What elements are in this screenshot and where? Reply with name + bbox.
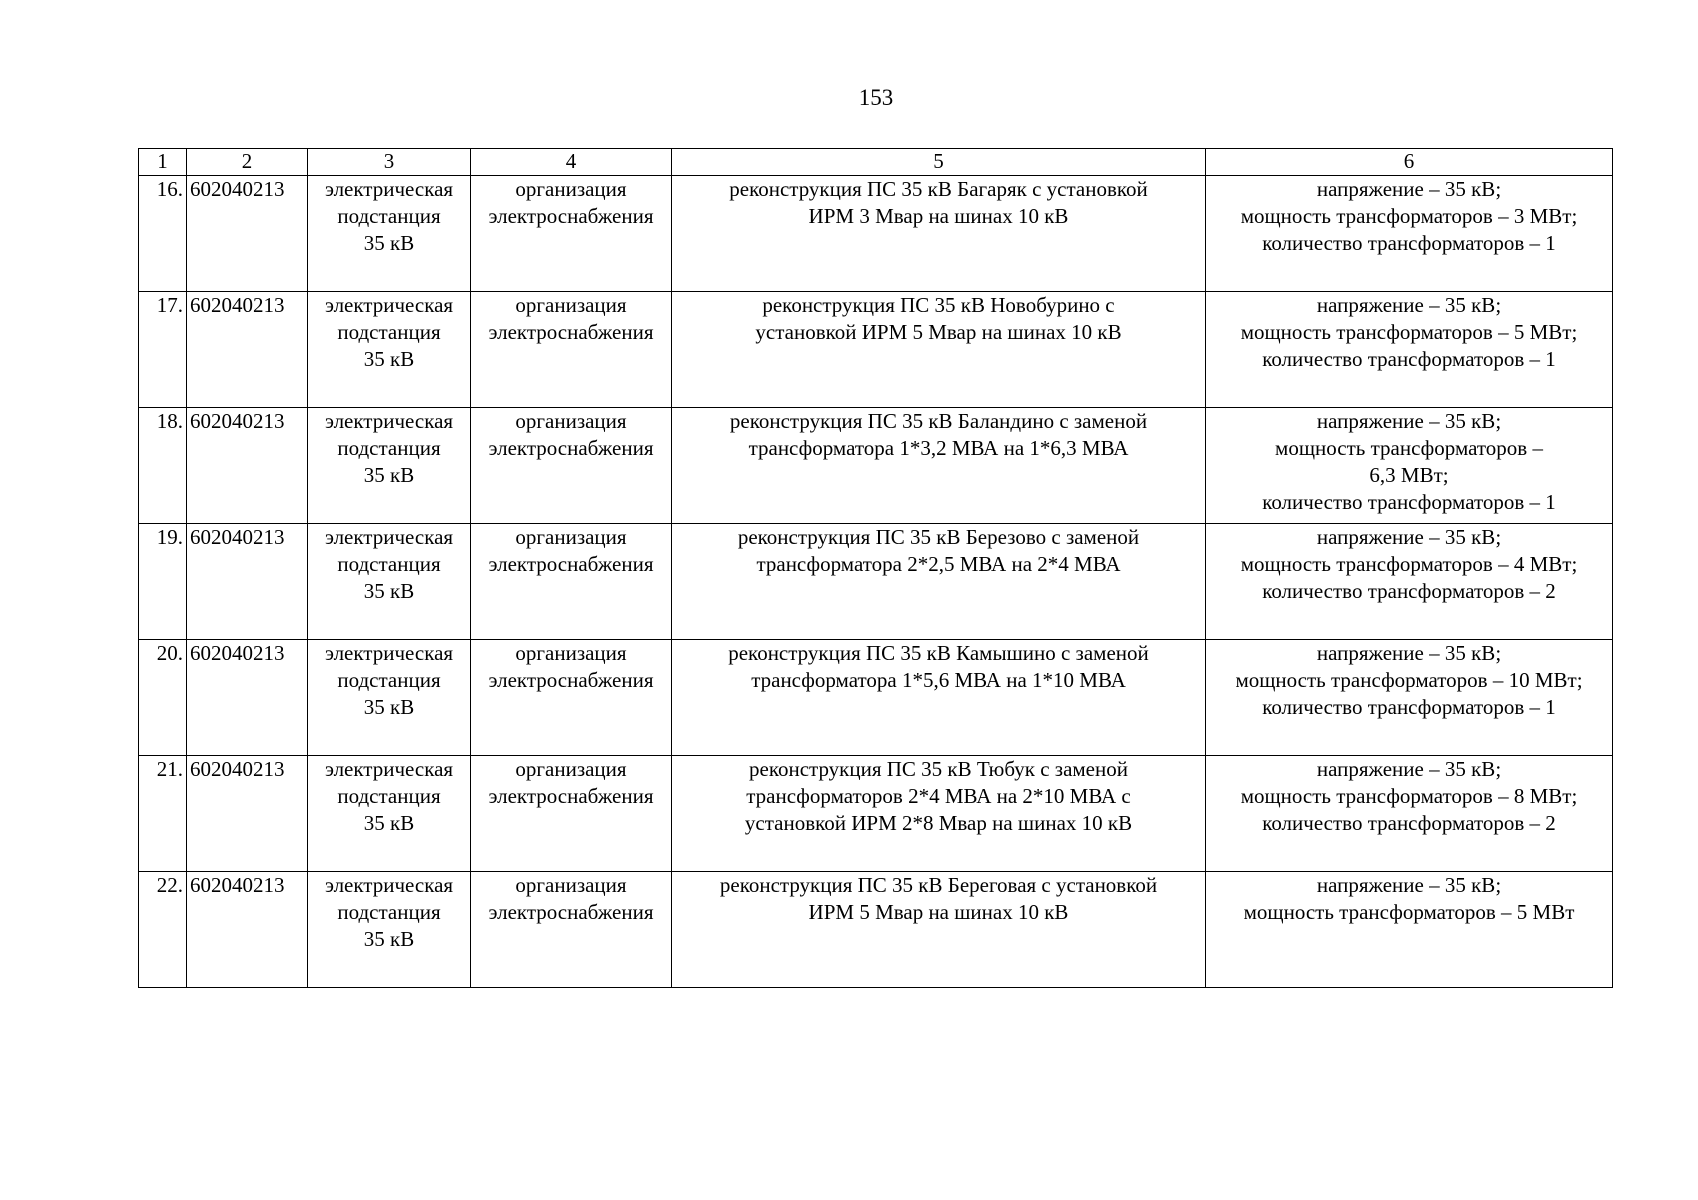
table-row: [139, 176, 1613, 292]
description-line: реконструкция ПС 35 кВ Камышино с заменой: [728, 641, 1149, 665]
parameters-line: мощность трансформаторов –: [1275, 436, 1543, 460]
object-type-line: 35 кВ: [363, 347, 415, 371]
object-type-cell: [308, 176, 471, 292]
code-cell: 602040213: [187, 408, 308, 524]
object-type-line: электрическая: [324, 409, 454, 433]
parameters-line: напряжение – 35 кВ;: [1316, 525, 1502, 549]
parameters-cell: [1206, 408, 1613, 524]
purpose-line: организация: [515, 409, 627, 433]
parameters-cell: [1206, 872, 1613, 988]
object-type-line: электрическая: [324, 177, 454, 201]
table-row: [139, 756, 1613, 872]
table-row: [139, 640, 1613, 756]
object-type-line: 35 кВ: [363, 927, 415, 951]
purpose-cell: [471, 292, 672, 408]
description-line: реконструкция ПС 35 кВ Березово с заменой: [737, 525, 1140, 549]
object-type-cell: [308, 756, 471, 872]
object-type-line: 35 кВ: [363, 811, 415, 835]
table-row: [139, 524, 1613, 640]
parameters-line: количество трансформаторов – 2: [1262, 811, 1556, 835]
objects-table: [138, 148, 1613, 988]
code-cell: 602040213: [187, 176, 308, 292]
purpose-line: организация: [515, 641, 627, 665]
object-type-line: подстанция: [337, 784, 441, 808]
row-number-cell: 17.: [139, 292, 187, 408]
object-type-cell: [308, 292, 471, 408]
parameters-cell: [1206, 176, 1613, 292]
object-type-line: электрическая: [324, 757, 454, 781]
column-header-4: 4: [471, 149, 672, 176]
purpose-line: электроснабжения: [488, 204, 654, 228]
description-cell: [672, 176, 1206, 292]
purpose-line: электроснабжения: [488, 784, 654, 808]
parameters-line: мощность трансформаторов – 5 МВт: [1243, 900, 1575, 924]
description-cell: [672, 524, 1206, 640]
purpose-cell: [471, 640, 672, 756]
column-header-3: 3: [308, 149, 471, 176]
parameters-cell: [1206, 756, 1613, 872]
purpose-line: организация: [515, 873, 627, 897]
parameters-cell: [1206, 524, 1613, 640]
purpose-line: электроснабжения: [488, 436, 654, 460]
description-cell: [672, 872, 1206, 988]
object-type-line: подстанция: [337, 320, 441, 344]
object-type-line: 35 кВ: [363, 463, 415, 487]
object-type-cell: [308, 408, 471, 524]
description-cell: [672, 292, 1206, 408]
purpose-line: организация: [515, 525, 627, 549]
parameters-cell: [1206, 640, 1613, 756]
purpose-line: электроснабжения: [488, 552, 654, 576]
parameters-line: количество трансформаторов – 1: [1262, 347, 1556, 371]
purpose-line: электроснабжения: [488, 900, 654, 924]
parameters-line: мощность трансформаторов – 10 МВт;: [1235, 668, 1583, 692]
purpose-line: организация: [515, 177, 627, 201]
parameters-line: мощность трансформаторов – 4 МВт;: [1240, 552, 1578, 576]
description-line: реконструкция ПС 35 кВ Баландино с заменой: [729, 409, 1148, 433]
description-line: ИРМ 5 Мвар на шинах 10 кВ: [808, 900, 1069, 924]
row-number-cell: 19.: [139, 524, 187, 640]
parameters-line: напряжение – 35 кВ;: [1316, 293, 1502, 317]
object-type-line: подстанция: [337, 552, 441, 576]
description-line: установкой ИРМ 2*8 Мвар на шинах 10 кВ: [744, 811, 1133, 835]
description-line: установкой ИРМ 5 Мвар на шинах 10 кВ: [755, 320, 1122, 344]
purpose-cell: [471, 524, 672, 640]
parameters-line: 6,3 МВт;: [1369, 463, 1449, 487]
purpose-cell: [471, 756, 672, 872]
object-type-line: электрическая: [324, 525, 454, 549]
object-type-line: 35 кВ: [363, 695, 415, 719]
row-number-cell: 22.: [139, 872, 187, 988]
purpose-cell: [471, 872, 672, 988]
description-line: реконструкция ПС 35 кВ Новобурино с: [762, 293, 1115, 317]
parameters-line: мощность трансформаторов – 8 МВт;: [1240, 784, 1578, 808]
object-type-line: подстанция: [337, 900, 441, 924]
description-line: трансформатора 2*2,5 МВА на 2*4 МВА: [756, 552, 1121, 576]
row-number-cell: 20.: [139, 640, 187, 756]
object-type-cell: [308, 872, 471, 988]
description-cell: [672, 756, 1206, 872]
code-cell: 602040213: [187, 640, 308, 756]
object-type-line: электрическая: [324, 873, 454, 897]
parameters-line: количество трансформаторов – 1: [1262, 231, 1556, 255]
description-line: ИРМ 3 Мвар на шинах 10 кВ: [808, 204, 1069, 228]
purpose-line: электроснабжения: [488, 668, 654, 692]
parameters-line: напряжение – 35 кВ;: [1316, 641, 1502, 665]
table-row: [139, 872, 1613, 988]
parameters-line: количество трансформаторов – 2: [1262, 579, 1556, 603]
description-line: реконструкция ПС 35 кВ Багаряк с установкой: [729, 177, 1148, 201]
code-cell: 602040213: [187, 524, 308, 640]
parameters-line: напряжение – 35 кВ;: [1316, 873, 1502, 897]
row-number-cell: 21.: [139, 756, 187, 872]
code-cell: 602040213: [187, 292, 308, 408]
description-line: реконструкция ПС 35 кВ Тюбук с заменой: [749, 757, 1128, 781]
row-number-cell: 16.: [139, 176, 187, 292]
purpose-line: организация: [515, 293, 627, 317]
parameters-line: количество трансформаторов – 1: [1262, 490, 1556, 514]
parameters-cell: [1206, 292, 1613, 408]
page-number: 153: [858, 85, 894, 110]
description-line: трансформатора 1*3,2 МВА на 1*6,3 МВА: [748, 436, 1129, 460]
purpose-line: электроснабжения: [488, 320, 654, 344]
purpose-cell: [471, 176, 672, 292]
object-type-cell: [308, 524, 471, 640]
object-type-line: подстанция: [337, 204, 441, 228]
object-type-line: электрическая: [324, 293, 454, 317]
object-type-line: электрическая: [324, 641, 454, 665]
table-row: [139, 408, 1613, 524]
table-body: [139, 176, 1613, 988]
parameters-line: напряжение – 35 кВ;: [1316, 177, 1502, 201]
description-line: трансформаторов 2*4 МВА на 2*10 МВА с: [746, 784, 1131, 808]
row-number-cell: 18.: [139, 408, 187, 524]
purpose-line: организация: [515, 757, 627, 781]
column-header-2: 2: [187, 149, 308, 176]
column-header-5: 5: [672, 149, 1206, 176]
parameters-line: мощность трансформаторов – 3 МВт;: [1240, 204, 1578, 228]
object-type-line: 35 кВ: [363, 579, 415, 603]
object-type-cell: [308, 640, 471, 756]
description-line: реконструкция ПС 35 кВ Береговая с установкой: [719, 873, 1158, 897]
code-cell: 602040213: [187, 872, 308, 988]
object-type-line: 35 кВ: [363, 231, 415, 255]
parameters-line: напряжение – 35 кВ;: [1316, 409, 1502, 433]
column-header-6: 6: [1206, 149, 1613, 176]
table-row: [139, 292, 1613, 408]
object-type-line: подстанция: [337, 436, 441, 460]
parameters-line: количество трансформаторов – 1: [1262, 695, 1556, 719]
object-type-line: подстанция: [337, 668, 441, 692]
description-cell: [672, 640, 1206, 756]
purpose-cell: [471, 408, 672, 524]
code-cell: 602040213: [187, 756, 308, 872]
header-row: [139, 149, 1613, 176]
parameters-line: мощность трансформаторов – 5 МВт;: [1240, 320, 1578, 344]
description-line: трансформатора 1*5,6 МВА на 1*10 МВА: [751, 668, 1126, 692]
description-cell: [672, 408, 1206, 524]
parameters-line: напряжение – 35 кВ;: [1316, 757, 1502, 781]
column-header-1: 1: [139, 149, 187, 176]
